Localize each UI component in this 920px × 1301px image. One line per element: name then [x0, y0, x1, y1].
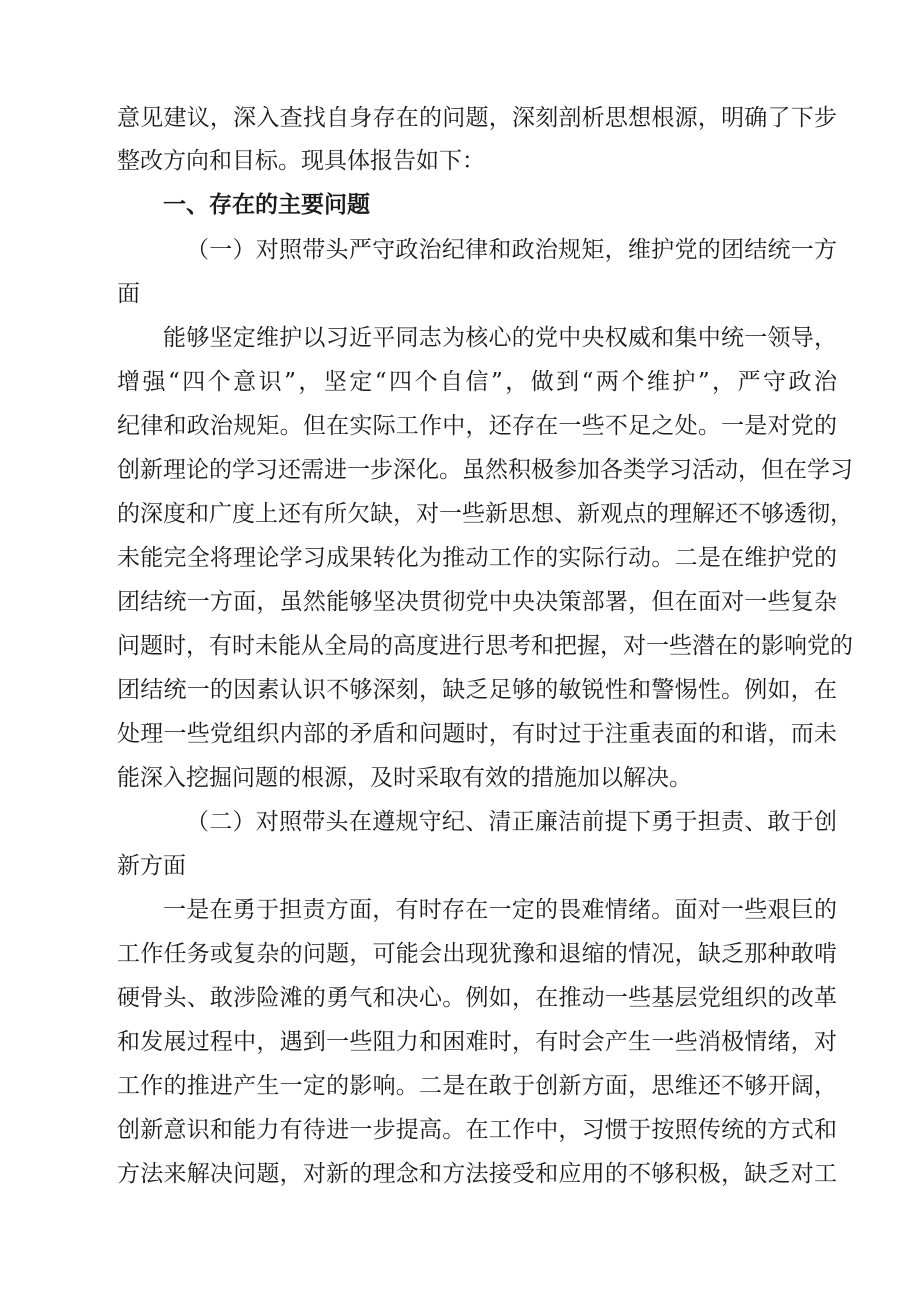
paragraph-line: 团结统一的因素认识不够深刻，缺乏足够的敏锐性和警惕性。例如，在 [117, 677, 837, 703]
paragraph-line: 工作任务或复杂的问题，可能会出现犹豫和退缩的情况，缺乏那种敢啃 [117, 941, 837, 967]
subsection-heading: （一）对照带头严守政治纪律和政治规矩，维护党的团结统一方 [186, 237, 837, 263]
paragraph-line: 整改方向和目标。现具体报告如下： [117, 148, 485, 174]
paragraph-line: 和发展过程中，遇到一些阻力和困难时，有时会产生一些消极情绪，对 [117, 1029, 837, 1055]
paragraph-line: 方法来解决问题，对新的理念和方法接受和应用的不够积极，缺乏对工 [117, 1161, 837, 1187]
paragraph-line: 工作的推进产生一定的影响。二是在敢于创新方面，思维还不够开阔， [117, 1073, 837, 1099]
subsection-heading-continuation: 新方面 [117, 853, 186, 879]
paragraph-line: 问题时，有时未能从全局的高度进行思考和把握，对一些潜在的影响党的 [117, 633, 853, 659]
paragraph-line: 一是在勇于担责方面，有时存在一定的畏难情绪。面对一些艰巨的 [163, 897, 837, 923]
paragraph-line: 的深度和广度上还有所欠缺，对一些新思想、新观点的理解还不够透彻， [117, 501, 853, 527]
paragraph-line: 创新意识和能力有待进一步提高。在工作中，习惯于按照传统的方式和 [117, 1117, 837, 1143]
paragraph-line: 团结统一方面，虽然能够坚决贯彻党中央决策部署，但在面对一些复杂 [117, 589, 837, 615]
paragraph-line: 处理一些党组织内部的矛盾和问题时，有时过于注重表面的和谐，而未 [117, 721, 837, 747]
paragraph-line: 意见建议，深入查找自身存在的问题，深刻剖析思想根源，明确了下步 [117, 105, 837, 131]
paragraph-line: 硬骨头、敢涉险滩的勇气和决心。例如，在推动一些基层党组织的改革 [117, 985, 837, 1011]
section-heading: 一、存在的主要问题 [163, 192, 370, 218]
paragraph-line: 增强“四个意识”，坚定“四个自信”，做到“两个维护”，严守政治 [117, 369, 837, 395]
paragraph-line: 能深入挖掘问题的根源，及时采取有效的措施加以解决。 [117, 765, 692, 791]
paragraph-line: 创新理论的学习还需进一步深化。虽然积极参加各类学习活动，但在学习 [117, 457, 853, 483]
subsection-heading-continuation: 面 [117, 281, 140, 307]
paragraph-line: 未能完全将理论学习成果转化为推动工作的实际行动。二是在维护党的 [117, 545, 837, 571]
subsection-heading: （二）对照带头在遵规守纪、清正廉洁前提下勇于担责、敢于创 [186, 809, 837, 835]
paragraph-line: 能够坚定维护以习近平同志为核心的党中央权威和集中统一领导， [163, 325, 837, 351]
paragraph-line: 纪律和政治规矩。但在实际工作中，还存在一些不足之处。一是对党的 [117, 413, 837, 439]
